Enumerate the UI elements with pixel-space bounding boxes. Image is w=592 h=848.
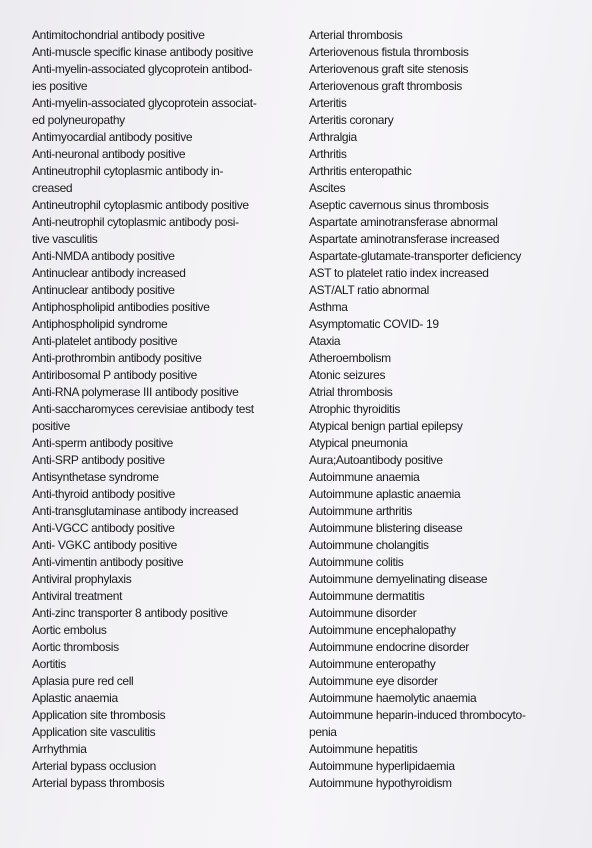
term-line: Autoimmune endocrine disorder — [309, 640, 469, 654]
term-line: Arterial bypass thrombosis — [32, 776, 165, 790]
term-line: Anti-neuronal antibody positive — [32, 147, 186, 161]
term-line: Anti-prothrombin antibody positive — [32, 351, 202, 365]
term-line: Aortic embolus — [32, 623, 107, 637]
term-line: Antinuclear antibody positive — [32, 283, 175, 297]
term-line: Aortic thrombosis — [32, 640, 119, 654]
term-line: Antiviral treatment — [32, 589, 123, 603]
term-line: Arteriovenous graft site stenosis — [309, 62, 469, 76]
term-line: Aplastic anaemia — [32, 691, 118, 705]
term-line: Atrial thrombosis — [309, 385, 393, 399]
term-line: Autoimmune enteropathy — [309, 657, 436, 671]
term-line: penia — [309, 725, 337, 739]
term-line: Anti- VGKC antibody positive — [32, 538, 177, 552]
term-line: Anti-thyroid antibody positive — [32, 487, 175, 501]
term-line: Autoimmune anaemia — [309, 470, 420, 484]
term-line: Aspartate aminotransferase increased — [309, 232, 500, 246]
term-line: Arteriovenous graft thrombosis — [309, 79, 462, 93]
term-line: Antinuclear antibody increased — [32, 266, 186, 280]
term-line: Arterial bypass occlusion — [32, 759, 156, 773]
term-line: Antineutrophil cytoplasmic antibody in- — [32, 164, 224, 178]
term-line: Antimitochondrial antibody positive — [32, 28, 205, 42]
term-line: Autoimmune haemolytic anaemia — [309, 691, 477, 705]
left-term-column — [32, 27, 300, 792]
term-line: Arteriovenous fistula thrombosis — [309, 45, 469, 59]
term-line: positive — [32, 419, 70, 433]
term-line: Autoimmune hepatitis — [309, 742, 418, 756]
term-line: Arteritis — [309, 96, 347, 110]
term-line: Anti-platelet antibody positive — [32, 334, 178, 348]
term-line: Anti-VGCC antibody positive — [32, 521, 175, 535]
term-line: Arthritis — [309, 147, 347, 161]
right-term-column — [309, 27, 571, 792]
term-line: Anti-myelin-associated glycoprotein associat- — [32, 96, 257, 110]
term-line: Autoimmune hyperlipidaemia — [309, 759, 455, 773]
term-line: ies positive — [32, 79, 88, 93]
term-line: Anti-transglutaminase antibody increased — [32, 504, 239, 518]
term-line: Atrophic thyroiditis — [309, 402, 401, 416]
term-line: tive vasculitis — [32, 232, 98, 246]
term-line: Autoimmune eye disorder — [309, 674, 438, 688]
term-line: Aspartate aminotransferase abnormal — [309, 215, 498, 229]
term-line: Arterial thrombosis — [309, 28, 403, 42]
term-line: creased — [32, 181, 73, 195]
term-line: AST/ALT ratio abnormal — [309, 283, 429, 297]
term-line: Anti-zinc transporter 8 antibody positive — [32, 606, 228, 620]
term-line: Atypical pneumonia — [309, 436, 408, 450]
term-line: Asymptomatic COVID- 19 — [309, 317, 439, 331]
term-line: Autoimmune aplastic anaemia — [309, 487, 461, 501]
term-line: Antimyocardial antibody positive — [32, 130, 193, 144]
term-line: Autoimmune disorder — [309, 606, 417, 620]
term-line: Atheroembolism — [309, 351, 391, 365]
term-line: Anti-vimentin antibody positive — [32, 555, 184, 569]
term-line: Aseptic cavernous sinus thrombosis — [309, 198, 489, 212]
term-line: Autoimmune cholangitis — [309, 538, 429, 552]
term-line: AST to platelet ratio index increased — [309, 266, 489, 280]
term-line: Antiviral prophylaxis — [32, 572, 132, 586]
term-line: Autoimmune demyelinating disease — [309, 572, 488, 586]
term-line: Antiribosomal P antibody positive — [32, 368, 197, 382]
term-line: Aspartate-glutamate-transporter deficiency — [309, 249, 522, 263]
term-line: Antineutrophil cytoplasmic antibody positive — [32, 198, 249, 212]
term-line: Autoimmune encephalopathy — [309, 623, 456, 637]
term-line: Autoimmune blistering disease — [309, 521, 463, 535]
term-line: Autoimmune arthritis — [309, 504, 413, 518]
term-line: Asthma — [309, 300, 348, 314]
term-line: Anti-NMDA antibody positive — [32, 249, 175, 263]
term-line: Aplasia pure red cell — [32, 674, 134, 688]
term-line: Anti-RNA polymerase III antibody positive — [32, 385, 239, 399]
term-line: Anti-SRP antibody positive — [32, 453, 165, 467]
term-line: Anti-sperm antibody positive — [32, 436, 173, 450]
term-line: Arteritis coronary — [309, 113, 394, 127]
term-line: ed polyneuropathy — [32, 113, 125, 127]
term-line: Arthritis enteropathic — [309, 164, 412, 178]
term-line: Application site thrombosis — [32, 708, 166, 722]
term-line: Application site vasculitis — [32, 725, 156, 739]
term-line: Autoimmune dermatitis — [309, 589, 425, 603]
term-line: Atypical benign partial epilepsy — [309, 419, 463, 433]
term-line: Ataxia — [309, 334, 341, 348]
term-line: Anti-saccharomyces cerevisiae antibody test — [32, 402, 254, 416]
term-line: Arthralgia — [309, 130, 357, 144]
term-line: Antisynthetase syndrome — [32, 470, 159, 484]
term-line: Arrhythmia — [32, 742, 87, 756]
term-line: Anti-myelin-associated glycoprotein antibod- — [32, 62, 253, 76]
term-line: Antiphospholipid antibodies positive — [32, 300, 210, 314]
term-line: Ascites — [309, 181, 346, 195]
term-line: Anti-muscle specific kinase antibody positive — [32, 45, 254, 59]
term-line: Aortitis — [32, 657, 66, 671]
term-line: Autoimmune heparin-induced thrombocyto- — [309, 708, 526, 722]
term-line: Antiphospholipid syndrome — [32, 317, 168, 331]
term-line: Autoimmune colitis — [309, 555, 404, 569]
term-line: Aura;Autoantibody positive — [309, 453, 443, 467]
term-line: Anti-neutrophil cytoplasmic antibody posi- — [32, 215, 239, 229]
term-line: Autoimmune hypothyroidism — [309, 776, 452, 790]
term-line: Atonic seizures — [309, 368, 386, 382]
